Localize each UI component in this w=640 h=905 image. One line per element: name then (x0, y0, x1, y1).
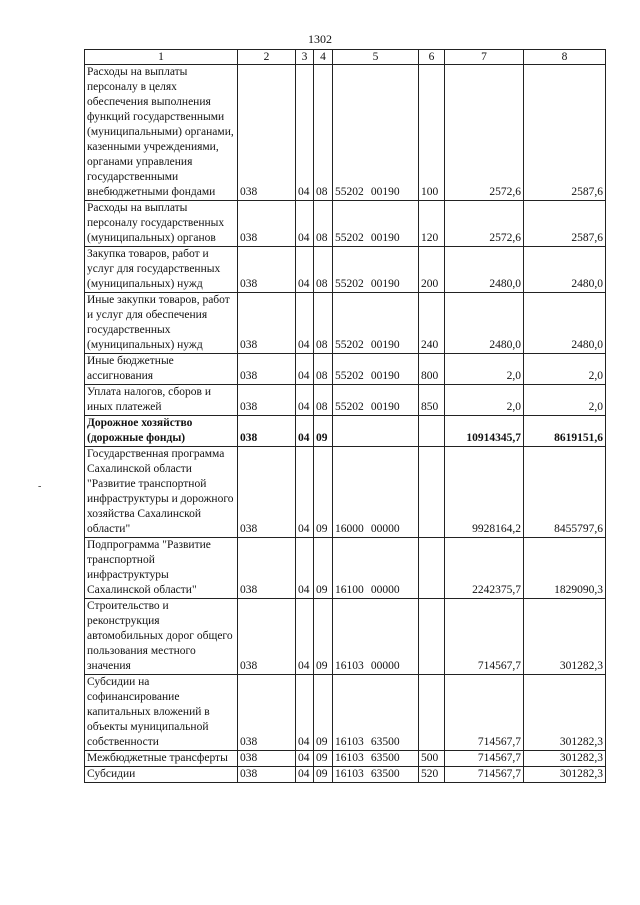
code-subsection: 09 (314, 751, 333, 767)
amount-year-2: 301282,3 (524, 675, 606, 751)
code-admin: 038 (238, 538, 296, 599)
code-subsection: 08 (314, 247, 333, 293)
code-expense-type (419, 447, 445, 538)
amount-year-2: 1829090,3 (524, 538, 606, 599)
header-row (85, 50, 606, 65)
code-target: 16103 00000 (333, 599, 419, 675)
code-target: 16100 00000 (333, 538, 419, 599)
row-name: Расходы на выплаты персоналу государственных (муниципальных) органов (85, 201, 238, 247)
amount-year-1: 2480,0 (445, 247, 524, 293)
code-target (333, 416, 419, 447)
code-target: 55202 00190 (333, 65, 419, 201)
code-admin: 038 (238, 201, 296, 247)
amount-year-1: 2,0 (445, 385, 524, 416)
row-name: Дорожное хозяйство (дорожные фонды) (85, 416, 238, 447)
table-row (85, 293, 606, 354)
code-target: 55202 00190 (333, 247, 419, 293)
amount-year-2: 2587,6 (524, 201, 606, 247)
code-expense-type: 500 (419, 751, 445, 767)
row-name: Строительство и реконструкция автомобильных дорог общего пользования местного значения (85, 599, 238, 675)
code-expense-type (419, 416, 445, 447)
column-header: 6 (419, 50, 445, 65)
amount-year-1: 10914345,7 (445, 416, 524, 447)
row-name: Субсидии на софинансирование капитальных вложений в объекты муниципальной собственности (85, 675, 238, 751)
code-subsection: 09 (314, 599, 333, 675)
code-admin: 038 (238, 247, 296, 293)
code-section: 04 (296, 385, 314, 416)
code-admin: 038 (238, 293, 296, 354)
code-admin: 038 (238, 385, 296, 416)
code-subsection: 08 (314, 201, 333, 247)
code-admin: 038 (238, 675, 296, 751)
code-target: 16103 63500 (333, 751, 419, 767)
column-header: 7 (445, 50, 524, 65)
table-row (85, 247, 606, 293)
amount-year-2: 301282,3 (524, 599, 606, 675)
code-expense-type (419, 538, 445, 599)
code-target: 55202 00190 (333, 354, 419, 385)
code-section: 04 (296, 293, 314, 354)
column-header: 8 (524, 50, 606, 65)
code-expense-type: 850 (419, 385, 445, 416)
amount-year-1: 714567,7 (445, 751, 524, 767)
code-expense-type (419, 675, 445, 751)
code-expense-type: 520 (419, 767, 445, 783)
amount-year-2: 8455797,6 (524, 447, 606, 538)
code-admin: 038 (238, 447, 296, 538)
code-section: 04 (296, 247, 314, 293)
code-admin: 038 (238, 416, 296, 447)
code-subsection: 08 (314, 293, 333, 354)
amount-year-2: 2,0 (524, 354, 606, 385)
amount-year-2: 2480,0 (524, 293, 606, 354)
code-section: 04 (296, 538, 314, 599)
code-section: 04 (296, 447, 314, 538)
code-subsection: 09 (314, 675, 333, 751)
table-row (85, 751, 606, 767)
amount-year-1: 2242375,7 (445, 538, 524, 599)
code-expense-type: 100 (419, 65, 445, 201)
row-name: Уплата налогов, сборов и иных платежей (85, 385, 238, 416)
amount-year-1: 714567,7 (445, 767, 524, 783)
column-header: 1 (85, 50, 238, 65)
code-target: 16103 63500 (333, 675, 419, 751)
amount-year-1: 714567,7 (445, 599, 524, 675)
table-row (85, 416, 606, 447)
code-expense-type: 200 (419, 247, 445, 293)
code-expense-type: 240 (419, 293, 445, 354)
amount-year-1: 2572,6 (445, 65, 524, 201)
row-name: Иные закупки товаров, работ и услуг для обеспечения государственных (муниципальных) нужд (85, 293, 238, 354)
code-section: 04 (296, 201, 314, 247)
row-name: Расходы на выплаты персоналу в целях обеспечения выполнения функций государственными (муниципальными) органами, казенными учреждениями, органами управления государственными внебюджетными фондами (85, 65, 238, 201)
table-row (85, 767, 606, 783)
table-row (85, 675, 606, 751)
amount-year-2: 2480,0 (524, 247, 606, 293)
page-number: 1302 (308, 32, 332, 46)
amount-year-1: 9928164,2 (445, 447, 524, 538)
column-header: 3 (296, 50, 314, 65)
code-subsection: 08 (314, 385, 333, 416)
table-row (85, 385, 606, 416)
code-section: 04 (296, 675, 314, 751)
column-header: 5 (333, 50, 419, 65)
amount-year-1: 714567,7 (445, 675, 524, 751)
row-name: Иные бюджетные ассигнования (85, 354, 238, 385)
code-expense-type: 120 (419, 201, 445, 247)
code-admin: 038 (238, 767, 296, 783)
row-name: Межбюджетные трансферты (85, 751, 238, 767)
row-name: Субсидии (85, 767, 238, 783)
code-section: 04 (296, 416, 314, 447)
column-header: 2 (238, 50, 296, 65)
row-name: Закупка товаров, работ и услуг для государственных (муниципальных) нужд (85, 247, 238, 293)
code-section: 04 (296, 751, 314, 767)
code-admin: 038 (238, 599, 296, 675)
table-row (85, 201, 606, 247)
amount-year-2: 301282,3 (524, 767, 606, 783)
amount-year-2: 2,0 (524, 385, 606, 416)
table-row (85, 447, 606, 538)
code-target: 16103 63500 (333, 767, 419, 783)
code-subsection: 09 (314, 416, 333, 447)
column-header: 4 (314, 50, 333, 65)
amount-year-2: 2587,6 (524, 65, 606, 201)
table-row (85, 538, 606, 599)
code-section: 04 (296, 354, 314, 385)
budget-table (84, 49, 606, 783)
code-target: 55202 00190 (333, 293, 419, 354)
code-subsection: 09 (314, 538, 333, 599)
code-target: 55202 00190 (333, 201, 419, 247)
code-section: 04 (296, 767, 314, 783)
code-section: 04 (296, 599, 314, 675)
amount-year-1: 2480,0 (445, 293, 524, 354)
code-admin: 038 (238, 751, 296, 767)
amount-year-1: 2,0 (445, 354, 524, 385)
code-expense-type: 800 (419, 354, 445, 385)
table-row (85, 65, 606, 201)
code-target: 16000 00000 (333, 447, 419, 538)
code-expense-type (419, 599, 445, 675)
code-target: 55202 00190 (333, 385, 419, 416)
amount-year-2: 8619151,6 (524, 416, 606, 447)
amount-year-1: 2572,6 (445, 201, 524, 247)
code-admin: 038 (238, 354, 296, 385)
scan-mark: - (38, 481, 42, 492)
table-row (85, 599, 606, 675)
amount-year-2: 301282,3 (524, 751, 606, 767)
code-subsection: 08 (314, 65, 333, 201)
code-subsection: 09 (314, 767, 333, 783)
code-admin: 038 (238, 65, 296, 201)
code-section: 04 (296, 65, 314, 201)
row-name: Подпрограмма "Развитие транспортной инфраструктуры Сахалинской области" (85, 538, 238, 599)
code-subsection: 08 (314, 354, 333, 385)
code-subsection: 09 (314, 447, 333, 538)
table-row (85, 354, 606, 385)
row-name: Государственная программа Сахалинской области "Развитие транспортной инфраструктуры и дорожного хозяйства Сахалинской области" (85, 447, 238, 538)
